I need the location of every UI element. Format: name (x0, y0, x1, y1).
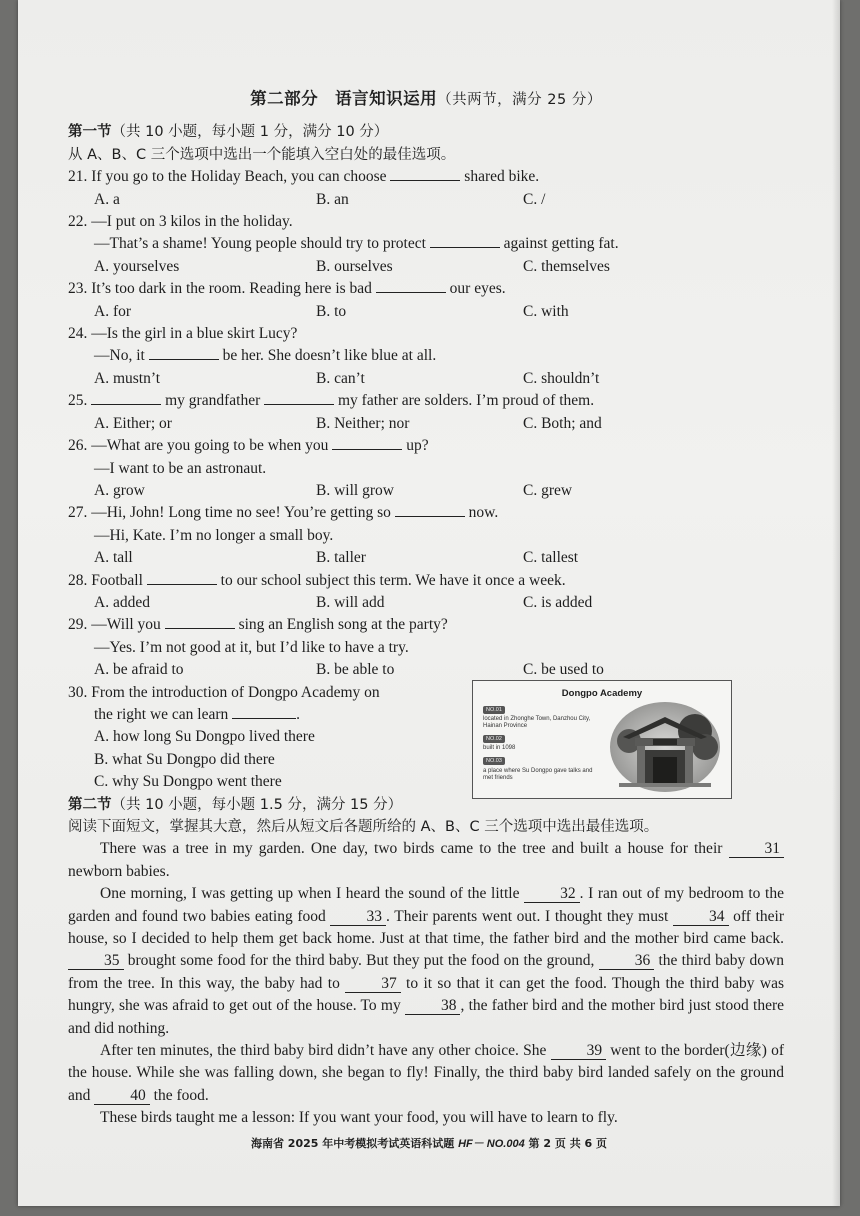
q26-reply: —I want to be an astronaut. (94, 459, 267, 477)
question-29 (68, 614, 784, 636)
p2-text-c: . Their parents went out. I thought they must (385, 907, 673, 925)
section1-heading-label: 第一节 (68, 124, 112, 141)
q24-option-b: B. can’t (316, 369, 365, 387)
section1-heading-score: （共 10 小题，每小题 1 分，满分 10 分） (111, 124, 389, 141)
q25-option-b: B. Neither; nor (316, 414, 410, 432)
question-23 (68, 278, 784, 300)
q21-option-b: B. an (316, 190, 349, 208)
q22-option-c: C. themselves (523, 257, 610, 275)
q23-option-a: A. for (94, 302, 132, 320)
q26-stem-end: up? (402, 437, 429, 455)
q24-stem-end: be her. She doesn’t like blue at all. (218, 347, 437, 365)
q23-blank (376, 278, 446, 293)
blank-35: 35 (68, 952, 124, 970)
passage-paragraph-3 (68, 1040, 784, 1107)
p2-text-d: off their house, so I decided to help them get back home. Just at that time, the father bird and the mother bird came back. (68, 907, 785, 948)
figure-text-1: located in Zhonghe Town, Danzhou City, Hainan Province (483, 715, 591, 729)
q25-stem: my grandfather (161, 392, 265, 410)
q25-number: 25. (68, 392, 92, 410)
q28-options (68, 592, 784, 614)
page-footer (18, 1135, 840, 1151)
p3-text-c: the food. (149, 1086, 209, 1104)
question-30 (68, 682, 784, 794)
exam-sheet (18, 0, 840, 1206)
blank-31: 31 (729, 840, 785, 858)
blank-32: 32 (524, 885, 580, 903)
q28-option-b: B. will add (316, 593, 385, 611)
exam-content (68, 88, 784, 1130)
footer-page-number: 第 2 页 共 6 页 (524, 1137, 608, 1150)
q21-stem-end: shared bike. (460, 168, 540, 186)
q28-stem: 28. Football (68, 571, 147, 589)
q29-option-a: A. be afraid to (94, 661, 184, 679)
q28-blank (147, 570, 217, 585)
figure-tag-1: NO.01 (483, 706, 505, 714)
q21-stem: 21. If you go to the Holiday Beach, you can choose (68, 168, 391, 186)
q21-option-a: A. a (94, 190, 120, 208)
section2-heading-score: （共 10 小题，每小题 1.5 分，满分 15 分） (111, 796, 403, 813)
q21-blank (390, 166, 460, 181)
blank-34: 34 (673, 908, 729, 926)
q24-option-c: C. shouldn’t (523, 369, 600, 387)
figure-text-2: built in 1098 (483, 744, 516, 751)
q25-option-a: A. Either; or (94, 414, 172, 432)
q29-option-c: C. be used to (523, 661, 604, 679)
question-28 (68, 570, 784, 592)
section2-instruction: 阅读下面短文，掌握其大意，然后从短文后各题所给的 A、B、C 三个选项中选出最佳选项。 (68, 819, 659, 835)
q22-option-a: A. yourselves (94, 257, 180, 275)
q23-stem: 23. It’s too dark in the room. Reading here is bad (68, 280, 376, 298)
question-24: 24. —Is the girl in a blue skirt Lucy? (68, 325, 298, 343)
q24-blank (149, 345, 219, 360)
q27-stem-end: now. (464, 504, 499, 522)
q29-stem-end: sing an English song at the party? (234, 616, 448, 634)
q26-option-a: A. grow (94, 481, 145, 499)
section1-heading (68, 121, 784, 143)
part-title (68, 88, 784, 111)
q23-stem-end: our eyes. (445, 280, 506, 298)
q26-blank (332, 435, 402, 450)
q29-blank (165, 614, 235, 629)
q25-blank-1 (91, 390, 161, 405)
q29-reply: —Yes. I’m not good at it, but I’d like to have a try. (94, 638, 409, 656)
q30-stem: 30. From the introduction of Dongpo Academy on (68, 683, 380, 701)
blank-40: 40 (94, 1087, 150, 1105)
q27-options (68, 547, 784, 569)
q22-reply (68, 233, 784, 255)
q28-option-c: C. is added (523, 593, 593, 611)
blank-36: 36 (599, 952, 655, 970)
q28-stem-end: to our school subject this term. We have it once a week. (216, 571, 566, 589)
q21-option-c: C. / (523, 190, 546, 208)
passage-paragraph-2 (68, 883, 784, 1040)
p1-text-b: newborn babies. (68, 862, 170, 880)
q22-stem-end: against getting fat. (499, 235, 619, 253)
part-title-sub: （共两节，满分 25 分） (437, 92, 602, 108)
q21-options (68, 189, 784, 211)
question-21 (68, 166, 784, 188)
q23-options (68, 301, 784, 323)
q22-option-b: B. ourselves (316, 257, 393, 275)
p2-text-f: the third baby down from the tree. In this way, the baby had to (68, 952, 784, 992)
q27-option-c: C. tallest (523, 549, 579, 567)
q24-stem: —No, it (94, 347, 149, 365)
figure-tag-3: NO.03 (483, 757, 505, 765)
academy-gate-illustration (609, 701, 721, 793)
q25-stem-end: my father are solders. I’m proud of them. (334, 392, 595, 410)
q26-options (68, 480, 784, 502)
passage-paragraph-4: These birds taught me a lesson: If you want your food, you will have to learn to fly. (100, 1109, 618, 1127)
question-22: 22. —I put on 3 kilos in the holiday. (68, 213, 293, 231)
q27-option-a: A. tall (94, 549, 133, 567)
p2-text-a: One morning, I was getting up when I heard the sound of the little (100, 885, 525, 903)
q23-option-b: B. to (316, 302, 347, 320)
q29-options (68, 659, 784, 681)
footer-title: 海南省 2025 年中考模拟考试英语科试题 (250, 1137, 459, 1150)
p2-text-e: brought some food for the third baby. But they put the food on the ground, (123, 952, 599, 970)
q24-option-a: A. mustn’t (94, 369, 161, 387)
q26-stem: 26. —What are you going to be when you (68, 437, 333, 455)
blank-37: 37 (345, 975, 401, 993)
q25-option-c: C. Both; and (523, 414, 602, 432)
passage-paragraph-1 (68, 838, 784, 883)
q24-reply (68, 345, 784, 367)
q28-option-a: A. added (94, 593, 150, 611)
p2-text-b: . I ran out of my bedroom to the garden and found two babies eating food (68, 885, 784, 925)
p3-text-a: After ten minutes, the third baby bird didn’t have any other choice. She (100, 1042, 551, 1060)
q26-option-c: C. grew (523, 481, 573, 499)
section1-instruction: 从 A、B、C 三个选项中选出一个能填入空白处的最佳选项。 (68, 146, 456, 163)
p3-text-b: went to the border(边缘) of the house. While she was falling down, she began to fly! Finally, the third baby bird landed safely on the ground and (68, 1042, 784, 1104)
q27-option-b: B. taller (316, 549, 366, 567)
q30-blank (232, 704, 296, 719)
q22-blank (430, 233, 500, 248)
q27-stem: 27. —Hi, John! Long time no see! You’re getting so (68, 504, 395, 522)
q23-option-c: C. with (523, 302, 569, 320)
p2-text-g: to it so that it can get the food. Though the third baby was hungry, she was afraid to get out of the house. To my (68, 974, 785, 1015)
dongpo-academy-figure (472, 680, 732, 799)
q30-option-c: C. why Su Dongpo went there (94, 773, 282, 791)
q27-reply: —Hi, Kate. I’m no longer a small boy. (94, 526, 334, 544)
figure-tag-2: NO.02 (483, 735, 505, 743)
question-27 (68, 502, 784, 524)
q22-options (68, 256, 784, 278)
p2-text-h: , the father bird and the mother bird just stood there and did nothing. (68, 997, 785, 1037)
p1-text-a: There was a tree in my garden. One day, two birds came to the tree and built a house for their (100, 840, 729, 858)
q25-blank-2 (264, 390, 334, 405)
q24-options (68, 368, 784, 390)
q29-stem: 29. —Will you (68, 616, 165, 634)
question-25 (68, 390, 784, 412)
blank-33: 33 (330, 908, 386, 926)
q30-option-a: A. how long Su Dongpo lived there (94, 728, 315, 746)
section2-heading-label: 第二节 (68, 796, 112, 813)
q30-option-b: B. what Su Dongpo did there (94, 750, 275, 768)
q30-stem-text: the right we can learn (94, 705, 233, 723)
q25-options (68, 413, 784, 435)
blank-39: 39 (551, 1042, 607, 1060)
figure-text-3: a place where Su Dongpo gave talks and met friends (483, 767, 593, 781)
q29-option-b: B. be able to (316, 661, 395, 679)
blank-38: 38 (405, 997, 461, 1015)
q27-blank (395, 502, 465, 517)
q26-option-b: B. will grow (316, 481, 394, 499)
part-title-main: 第二部分 语言知识运用 (250, 89, 438, 108)
footer-code: HF－ NO.004 (458, 1138, 525, 1150)
figure-title: Dongpo Academy (561, 687, 643, 699)
question-26 (68, 435, 784, 457)
q22-stem: —That’s a shame! Young people should try to protect (94, 235, 430, 253)
q30-stem-end: . (296, 705, 301, 723)
